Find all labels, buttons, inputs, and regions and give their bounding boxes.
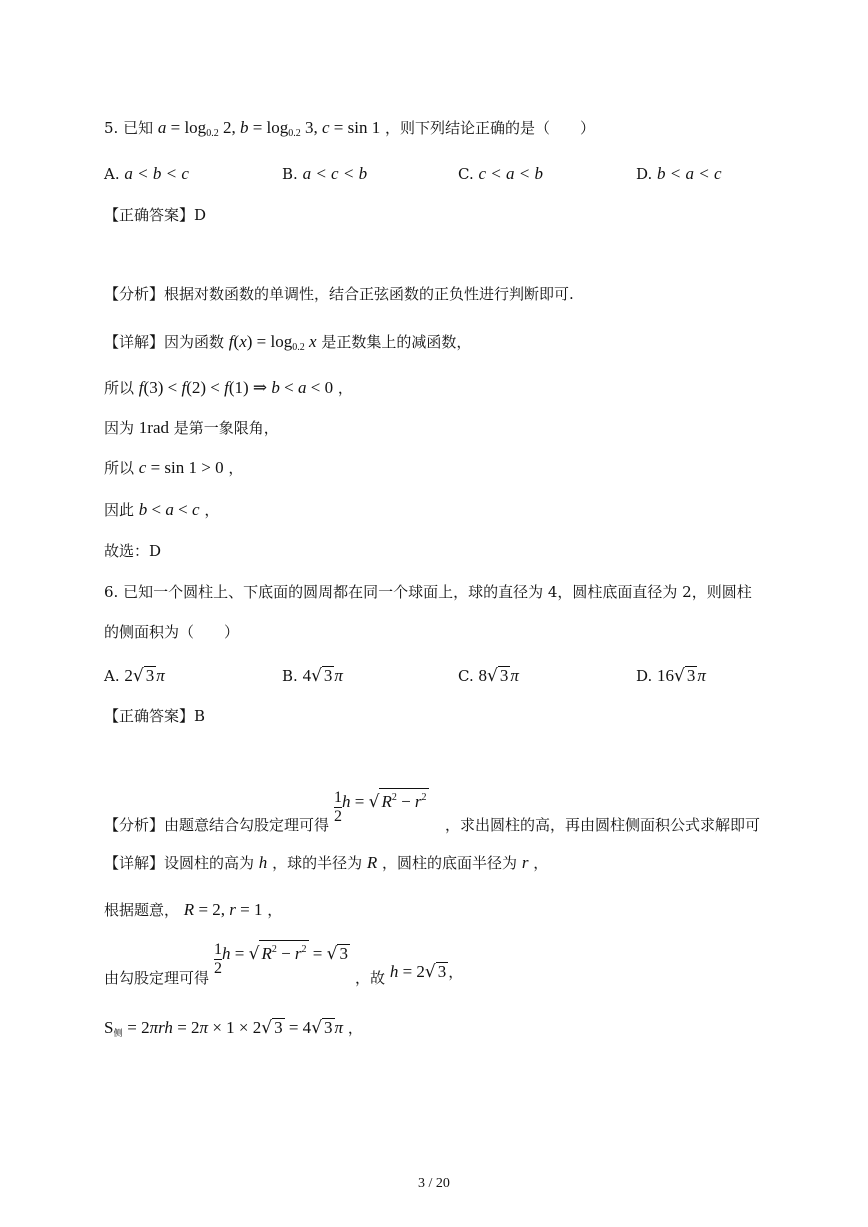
q6-analysis: 【分析】由题意结合勾股定理可得 ，求出圆柱的高，再由圆柱侧面积公式求解即可: [104, 816, 761, 834]
one-rad: 1rad: [138, 418, 170, 437]
q5-given-expr: $a = \log_{0.2} 2$, $b = \log_{0.2} 3$, c = sin 1: [157, 118, 381, 139]
q6-detail-line4: $S_侧 = 2\pi rh = 2\pi \times 1 \times 2√$ 3 = 4√ 3 π ，: [104, 1018, 363, 1039]
q5-option-d: D. b < a < c: [636, 164, 722, 183]
q5-detail-line5: 因此 b < a < c ，: [104, 500, 220, 519]
function-expr: $f(x) = \log_{0.2} x$: [228, 332, 317, 353]
q6-option-d: D. 16√ 3 π: [636, 666, 706, 686]
q5-option-a: A. a < b < c: [104, 164, 189, 183]
q5-detail-line1: 【详解】因为函数 $f(x) = \log_{0.2} x$ 是正数集上的减函数，: [104, 332, 472, 353]
q6-stem-line1: 6. 已知一个圆柱上、下底面的圆周都在同一个球面上，球的直径为 4，圆柱底面直径为 2，则圆柱: [104, 583, 752, 601]
q6-answer: 【正确答案】B: [104, 707, 206, 725]
q6-option-a: A. 2√ 3 π: [104, 666, 165, 686]
q6-detail-line3: 由勾股定理可得 ，故 h = 2√ 3 ，: [104, 962, 464, 987]
q6-analysis-formula: $\frac{1}{2}$ h = √ $R^2 - r^2$: [334, 789, 427, 825]
q5-choose: 故选：D: [104, 542, 162, 560]
q6-detail-line3-formula: $\frac{1}{2}$ h = √ $R^2 - r^2$ = √ 3: [214, 941, 348, 977]
q5-option-b: B. a < c < b: [282, 164, 368, 183]
q5-stem: 5. 已知 $a = \log_{0.2} 2$, $b = \log_{0.2} 3$, c = sin 1 ，则下列结论正确的是（ ）: [104, 118, 596, 139]
q5-option-c: C. c < a < b: [458, 164, 543, 183]
q5-detail-line4: 所以 c = sin 1 > 0 ，: [104, 458, 244, 477]
q6-option-c: C. 8√ 3 π: [458, 666, 519, 686]
inequality-chain: f(3) < f(2) < f(1) ⇒ b < a < 0: [138, 378, 334, 397]
q6-stem-line2: 的侧面积为（ ）: [104, 623, 240, 641]
page-number: 3 / 20: [418, 1176, 450, 1191]
q5-detail-line2: 所以 f(3) < f(2) < f(1) ⇒ b < a < 0 ，: [104, 378, 353, 397]
q6-detail-line2: 根据题意， R = 2, r = 1 ，: [104, 900, 283, 919]
q5-detail-line3: 因为 1rad 是第一象限角，: [104, 418, 279, 437]
q5-answer: 【正确答案】D: [104, 206, 207, 224]
q6-option-b: B. 4√ 3 π: [282, 666, 343, 686]
q6-detail-line1: 【详解】设圆柱的高为 h ，球的半径为 R ，圆柱的底面半径为 r ，: [104, 853, 549, 872]
q5-analysis: 【分析】根据对数函数的单调性，结合正弦函数的正负性进行判断即可.: [104, 285, 574, 303]
